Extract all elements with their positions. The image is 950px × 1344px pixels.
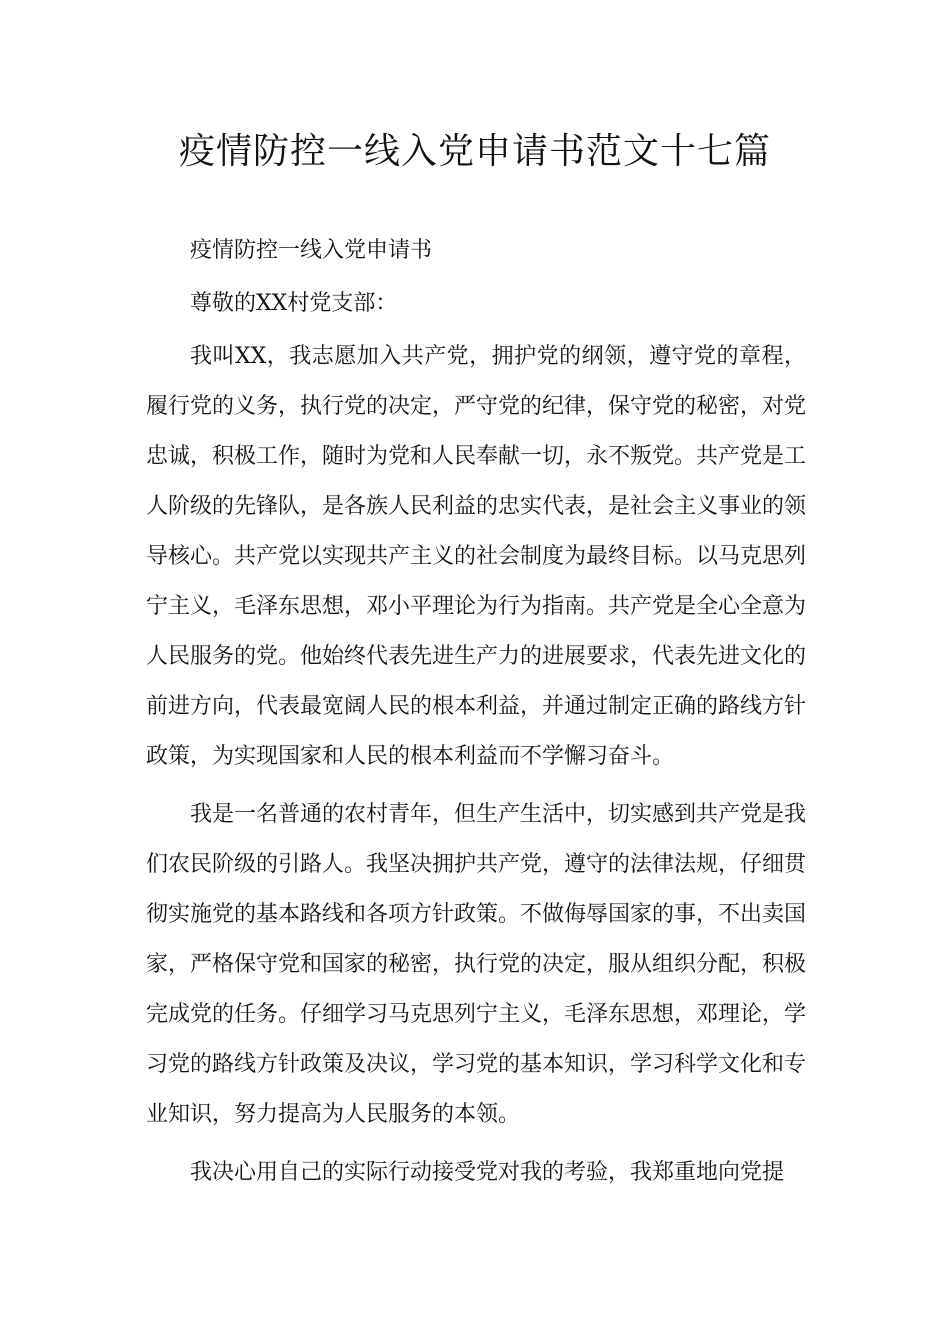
document-body [146,226,806,1198]
body-paragraph: 我决心用自己的实际行动接受党对我的考验，我郑重地向党提 [190,1160,785,1185]
salutation-paragraph: 尊敬的XX村党支部： [190,291,398,316]
body-paragraph: 我是一名普通的农村青年，但生产生活中，切实感到共产党是我们农民阶级的引路人。我坚决拥护共产党，遵守的法律法规，仔细贯彻实施党的基本路线和各项方针政策。不做侮辱国家的事，不出卖国家，严格保守党和国家的秘密，执行党的决定，服从组织分配，积极完成党的任务。仔细学习马克思列宁主义，毛泽东思想，邓理论，学习党的路线方针政策及决议，学习党的基本知识，学习科学文化和专业知识，努力提高为人民服务的本领。 [146,802,807,1127]
document-title: 疫情防控一线入党申请书范文十七篇 [178,131,771,172]
body-paragraph: 我叫XX，我志愿加入共产党，拥护党的纲领，遵守党的章程，履行党的义务，执行党的决定，严守党的纪律，保守党的秘密，对党忠诚，积极工作，随时为党和人民奉献一切，永不叛党。共产党是工人阶级的先锋队，是各族人民利益的忠实代表，是社会主义事业的领导核心。共产党以实现共产主义的社会制度为最终目标。以马克思列宁主义，毛泽东思想，邓小平理论为行为指南。共产党是全心全意为人民服务的党。他始终代表先进生产力的进展要求，代表先进文化的前进方向，代表最宽阔人民的根本利益，并通过制定正确的路线方针政策，为实现国家和人民的根本利益而不学懈习奋斗。 [146,344,807,769]
subtitle-paragraph: 疫情防控一线入党申请书 [190,238,433,263]
